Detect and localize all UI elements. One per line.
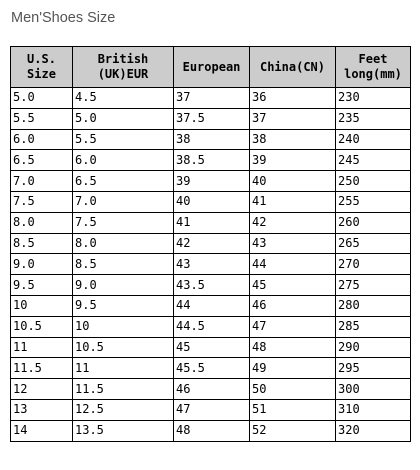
cell-us-size: 10 xyxy=(11,295,73,316)
cell-us-size: 5.5 xyxy=(11,108,73,129)
cell-feet-long: 230 xyxy=(336,88,411,109)
cell-british: 5.0 xyxy=(73,108,174,129)
cell-china: 51 xyxy=(250,399,336,420)
cell-british: 11.5 xyxy=(73,379,174,400)
cell-us-size: 7.5 xyxy=(11,191,73,212)
cell-british: 7.5 xyxy=(73,212,174,233)
cell-european: 44 xyxy=(174,295,250,316)
cell-us-size: 12 xyxy=(11,379,73,400)
cell-us-size: 9.0 xyxy=(11,254,73,275)
cell-british: 6.5 xyxy=(73,171,174,192)
cell-feet-long: 270 xyxy=(336,254,411,275)
table-row xyxy=(11,316,411,337)
cell-us-size: 11.5 xyxy=(11,358,73,379)
cell-european: 38.5 xyxy=(174,150,250,171)
cell-european: 38 xyxy=(174,129,250,150)
cell-us-size: 9.5 xyxy=(11,275,73,296)
cell-china: 36 xyxy=(250,88,336,109)
table-body xyxy=(11,88,411,442)
cell-feet-long: 260 xyxy=(336,212,411,233)
cell-us-size: 8.5 xyxy=(11,233,73,254)
cell-british: 8.0 xyxy=(73,233,174,254)
cell-china: 48 xyxy=(250,337,336,358)
cell-feet-long: 235 xyxy=(336,108,411,129)
page-title: Men'Shoes Size xyxy=(11,10,116,26)
cell-china: 43 xyxy=(250,233,336,254)
table-row xyxy=(11,295,411,316)
cell-china: 42 xyxy=(250,212,336,233)
cell-china: 49 xyxy=(250,358,336,379)
cell-european: 42 xyxy=(174,233,250,254)
cell-feet-long: 250 xyxy=(336,171,411,192)
cell-european: 44.5 xyxy=(174,316,250,337)
table-row xyxy=(11,379,411,400)
cell-china: 41 xyxy=(250,191,336,212)
table-row xyxy=(11,108,411,129)
cell-british: 12.5 xyxy=(73,399,174,420)
cell-feet-long: 275 xyxy=(336,275,411,296)
header-feet-long-line2: long(mm) xyxy=(344,67,402,81)
cell-british: 9.0 xyxy=(73,275,174,296)
cell-china: 40 xyxy=(250,171,336,192)
cell-british: 9.5 xyxy=(73,295,174,316)
cell-european: 43 xyxy=(174,254,250,275)
cell-china: 39 xyxy=(250,150,336,171)
cell-us-size: 14 xyxy=(11,420,73,441)
header-british-line1: British xyxy=(97,52,149,66)
cell-us-size: 8.0 xyxy=(11,212,73,233)
shoe-size-table xyxy=(10,46,411,442)
cell-feet-long: 310 xyxy=(336,399,411,420)
cell-british: 11 xyxy=(73,358,174,379)
table-row xyxy=(11,212,411,233)
table-row xyxy=(11,399,411,420)
cell-british: 8.5 xyxy=(73,254,174,275)
cell-feet-long: 290 xyxy=(336,337,411,358)
cell-european: 48 xyxy=(174,420,250,441)
cell-european: 37 xyxy=(174,88,250,109)
header-european-line1: European xyxy=(182,59,241,74)
cell-british: 6.0 xyxy=(73,150,174,171)
header-feet-long-line1: Feet xyxy=(358,52,388,66)
table-row xyxy=(11,150,411,171)
cell-feet-long: 320 xyxy=(336,420,411,441)
cell-feet-long: 285 xyxy=(336,316,411,337)
cell-china: 45 xyxy=(250,275,336,296)
cell-european: 39 xyxy=(174,171,250,192)
cell-european: 41 xyxy=(174,212,250,233)
header-us-size-line2: Size xyxy=(27,67,56,81)
cell-feet-long: 240 xyxy=(336,129,411,150)
cell-china: 50 xyxy=(250,379,336,400)
cell-us-size: 11 xyxy=(11,337,73,358)
header-us-size-line1: U.S. xyxy=(27,52,56,66)
cell-us-size: 10.5 xyxy=(11,316,73,337)
cell-british: 7.0 xyxy=(73,191,174,212)
header-china-line1: China(CN) xyxy=(259,59,326,74)
table-row xyxy=(11,254,411,275)
cell-china: 52 xyxy=(250,420,336,441)
cell-us-size: 13 xyxy=(11,399,73,420)
cell-british: 10.5 xyxy=(73,337,174,358)
cell-us-size: 6.0 xyxy=(11,129,73,150)
cell-us-size: 7.0 xyxy=(11,171,73,192)
header-british-line2: (UK)EUR xyxy=(97,67,149,81)
cell-european: 37.5 xyxy=(174,108,250,129)
cell-china: 47 xyxy=(250,316,336,337)
table-row xyxy=(11,88,411,109)
cell-china: 38 xyxy=(250,129,336,150)
header-us-size xyxy=(11,47,73,88)
header-china xyxy=(250,47,336,88)
cell-british: 13.5 xyxy=(73,420,174,441)
cell-us-size: 6.5 xyxy=(11,150,73,171)
header-row xyxy=(11,47,411,88)
cell-european: 43.5 xyxy=(174,275,250,296)
cell-feet-long: 265 xyxy=(336,233,411,254)
table-row xyxy=(11,420,411,441)
cell-china: 46 xyxy=(250,295,336,316)
header-feet-long xyxy=(336,47,411,88)
table-row xyxy=(11,171,411,192)
table-row xyxy=(11,129,411,150)
table-row xyxy=(11,191,411,212)
cell-feet-long: 295 xyxy=(336,358,411,379)
cell-feet-long: 245 xyxy=(336,150,411,171)
cell-feet-long: 300 xyxy=(336,379,411,400)
cell-european: 47 xyxy=(174,399,250,420)
cell-british: 10 xyxy=(73,316,174,337)
table-row xyxy=(11,275,411,296)
cell-european: 46 xyxy=(174,379,250,400)
table-row xyxy=(11,337,411,358)
table-header xyxy=(11,47,411,88)
table-row xyxy=(11,233,411,254)
header-european xyxy=(174,47,250,88)
header-british xyxy=(73,47,174,88)
cell-china: 37 xyxy=(250,108,336,129)
table-row xyxy=(11,358,411,379)
cell-china: 44 xyxy=(250,254,336,275)
cell-european: 45 xyxy=(174,337,250,358)
cell-feet-long: 280 xyxy=(336,295,411,316)
cell-feet-long: 255 xyxy=(336,191,411,212)
cell-european: 45.5 xyxy=(174,358,250,379)
cell-us-size: 5.0 xyxy=(11,88,73,109)
cell-british: 5.5 xyxy=(73,129,174,150)
cell-british: 4.5 xyxy=(73,88,174,109)
cell-european: 40 xyxy=(174,191,250,212)
